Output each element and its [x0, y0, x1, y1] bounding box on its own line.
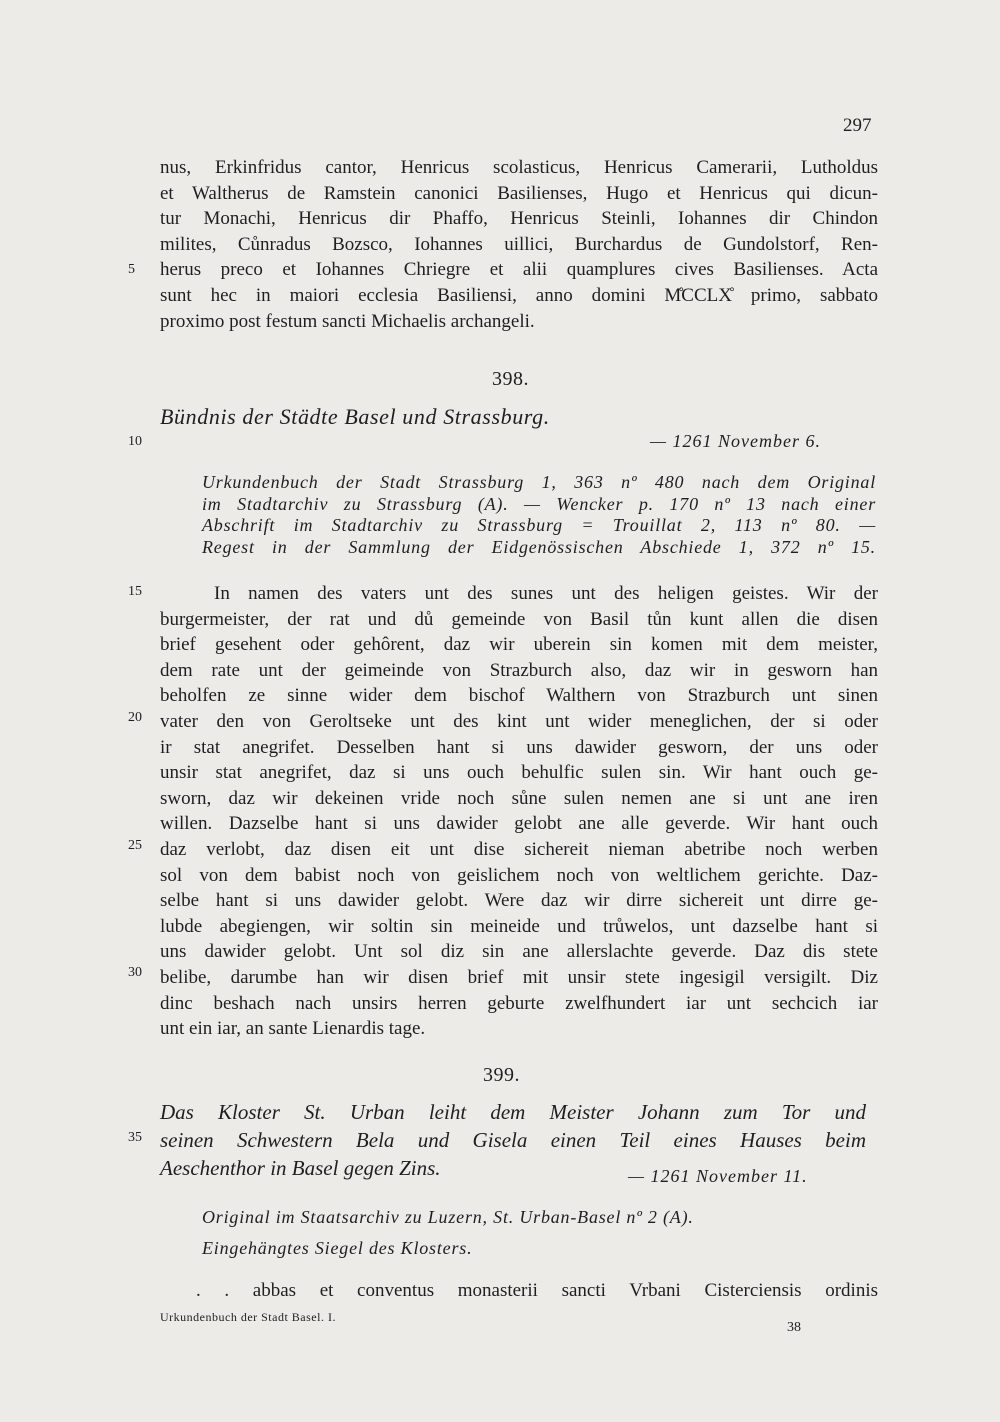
doc-399-text — [160, 1278, 878, 1304]
page-number: 297 — [843, 115, 872, 136]
sheet-number: 38 — [787, 1320, 801, 1335]
line-number: 15 — [128, 584, 142, 599]
doc-398-number: 398. — [492, 368, 529, 390]
source-line: Eingehängtes Siegel des Klosters. — [202, 1238, 473, 1258]
text-line: . . abbas et conventus monasterii sancti Vrbani Cisterciensis ordinis — [196, 1280, 878, 1301]
text-line: sunt hec in maiori ecclesia Basiliensi, anno domini M̊CCLX̊ primo, sabbato — [160, 284, 878, 306]
doc-399-number: 399. — [483, 1064, 520, 1086]
doc-398-source — [202, 472, 876, 558]
source-line: Abschrift im Stadtarchiv zu Strassburg = Trouillat 2, 113 nº 80. — — [202, 515, 876, 535]
text-line: sol von dem babist noch von geislichem noch von weltlichem gerichte. Daz- — [160, 864, 878, 886]
text-line: unt ein iar, an sante Lienardis tage. — [160, 1018, 426, 1040]
line-number: 30 — [128, 965, 142, 980]
text-line: sworn, daz wir dekeinen vride noch sůne sulen nemen ane si unt ane iren — [160, 787, 878, 809]
line-number: 20 — [128, 710, 142, 725]
text-line: In namen des vaters unt des sunes unt des heligen geistes. Wir der — [214, 583, 878, 604]
source-line: Urkundenbuch der Stadt Strassburg 1, 363 nº 480 nach dem Original — [202, 472, 876, 492]
text-line: burgermeister, der rat und dů gemeinde von Basil tůn kunt allen die disen — [160, 608, 878, 630]
doc-399-date: — 1261 November 11. — [628, 1166, 808, 1186]
text-line: beholfen ze sinne wider dem bischof Walthern von Strazburch unt sinen — [160, 685, 878, 707]
text-line: et Waltherus de Ramstein canonici Basilienses, Hugo et Henricus qui dicun- — [160, 182, 878, 204]
text-line: selbe hant si uns dawider gelobt. Were daz wir dirre sichereit unt dirre ge- — [160, 890, 878, 912]
line-number: 35 — [128, 1130, 142, 1145]
text-line: lubde abegiengen, wir soltin sin meineide und trůwelos, unt dazselbe hant si — [160, 915, 878, 937]
doc-398-date: — 1261 November 6. — [650, 431, 821, 451]
text-line: dem rate unt der geimeinde von Strazburch also, daz wir in gesworn han — [160, 659, 878, 681]
text-line: nus, Erkinfridus cantor, Henricus scolasticus, Henricus Camerarii, Lutholdus — [160, 157, 878, 178]
text-line: willen. Dazselbe hant si uns dawider gelobt ane alle geverde. Wir hant ouch — [160, 813, 878, 835]
doc-399-source — [202, 1202, 876, 1264]
footer-title: Urkundenbuch der Stadt Basel. I. — [160, 1310, 336, 1324]
title-line: Das Kloster St. Urban leiht dem Meister Johann zum Tor und — [160, 1100, 866, 1124]
line-number: 5 — [128, 262, 135, 277]
title-line: seinen Schwestern Bela und Gisela einen Teil eines Hauses beim — [160, 1128, 866, 1152]
text-line: brief gesehent oder gehôrent, daz wir uberein sin komen mit dem meister, — [160, 634, 878, 656]
text-line: herus preco et Iohannes Chriegre et alii quamplures cives Basilienses. Acta — [160, 259, 878, 281]
text-line: uns dawider gelobt. Unt sol diz sin ane allerslachte geverde. Daz dis stete — [160, 941, 878, 963]
doc-398-title: Bündnis der Städte Basel und Strassburg. — [160, 404, 550, 429]
text-line: unsir stat anegrifet, daz si uns ouch behulfic sulen sin. Wir hant ouch ge- — [160, 762, 878, 784]
line-number: 10 — [128, 434, 142, 449]
text-line: proximo post festum sancti Michaelis archangeli. — [160, 310, 535, 332]
text-line: vater den von Geroltseke unt des kint unt wider meneglichen, der si oder — [160, 710, 878, 732]
text-line: belibe, darumbe han wir disen brief mit unsir stete ingesigil versigilt. Diz — [160, 966, 878, 988]
text-line: tur Monachi, Henricus dir Phaffo, Henricus Steinli, Iohannes dir Chindon — [160, 208, 878, 230]
prev-doc-text — [160, 155, 878, 334]
source-line: im Stadtarchiv zu Strassburg (A). — Wencker p. 170 nº 13 nach einer — [202, 493, 876, 514]
doc-398-text — [160, 581, 878, 1042]
title-line: Aeschenthor in Basel gegen Zins. — [160, 1156, 441, 1180]
text-line: milites, Cůnradus Bozsco, Iohannes uillici, Burchardus de Gundolstorf, Ren- — [160, 233, 878, 255]
text-line: dinc beshach nach unsirs herren geburte zwelfhundert iar unt sechcich iar — [160, 992, 878, 1014]
line-number: 25 — [128, 838, 142, 853]
text-line: ir stat anegrifet. Desselben hant si uns dawider gesworn, der uns oder — [160, 736, 878, 758]
text-line: daz verlobt, daz disen eit unt dise sichereit nieman abetribe noch werben — [160, 838, 878, 860]
source-line: Original im Staatsarchiv zu Luzern, St. Urban-Basel nº 2 (A). — [202, 1207, 694, 1227]
source-line: Regest in der Sammlung der Eidgenössischen Abschiede 1, 372 nº 15. — [202, 536, 876, 557]
